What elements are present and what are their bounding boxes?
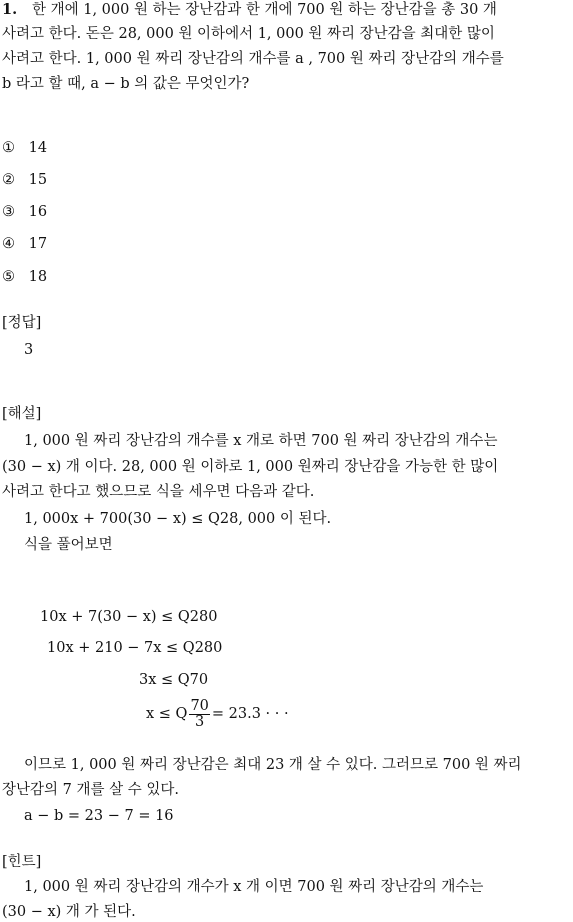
explanation-line-4: 1, 000x + 700(30 − x) ≤ Q28, 000 이 된다. bbox=[24, 511, 332, 527]
fraction-denominator: 3 bbox=[195, 713, 205, 730]
option-4-mark: ④ bbox=[2, 236, 15, 252]
explanation-line-2: (30 − x) 개 이다. 28, 000 원 이하로 1, 000 원짜리 장난감을 가능한 한 많이 bbox=[2, 459, 499, 475]
explanation-line-5: 식을 풀어보면 bbox=[24, 537, 113, 553]
explanation-heading: [해설] bbox=[2, 406, 42, 422]
option-5-value: 18 bbox=[28, 269, 48, 285]
option-5[interactable] bbox=[2, 267, 47, 287]
option-1[interactable] bbox=[2, 138, 47, 158]
explanation-after-line-2: 장난감의 7 개를 살 수 있다. bbox=[2, 782, 179, 798]
option-1-value: 14 bbox=[28, 140, 48, 156]
question-line-4: b 라고 할 때, a − b 의 값은 무엇인가? bbox=[2, 76, 250, 92]
equation-4 bbox=[146, 696, 289, 732]
equation-3: 3x ≤ Q70 bbox=[139, 672, 209, 688]
hint-line-2: (30 − x) 개 가 된다. bbox=[2, 904, 136, 920]
option-5-mark: ⑤ bbox=[2, 269, 15, 285]
option-4[interactable] bbox=[2, 234, 47, 254]
hint-heading: [힌트] bbox=[2, 854, 42, 870]
equation-1: 10x + 7(30 − x) ≤ Q280 bbox=[40, 609, 218, 625]
option-3-mark: ③ bbox=[2, 204, 15, 220]
explanation-line-3: 사려고 한다고 했으므로 식을 세우면 다음과 같다. bbox=[2, 484, 315, 500]
option-1-mark: ① bbox=[2, 140, 15, 156]
explanation-after-line-1: 이므로 1, 000 원 짜리 장난감은 최대 23 개 살 수 있다. 그러므로 700 원 짜리 bbox=[24, 757, 522, 773]
option-2-value: 15 bbox=[28, 172, 48, 188]
explanation-after-line-3: a − b = 23 − 7 = 16 bbox=[24, 808, 174, 824]
explanation-line-1: 1, 000 원 짜리 장난감의 개수를 x 개로 하면 700 원 짜리 장난감의 개수는 bbox=[24, 433, 498, 449]
answer-value: 3 bbox=[24, 342, 34, 358]
option-4-value: 17 bbox=[28, 236, 48, 252]
question-line-2: 사려고 한다. 돈은 28, 000 원 이하에서 1, 000 원 짜리 장난감을 최대한 많이 bbox=[2, 26, 495, 42]
question-line-3: 사려고 한다. 1, 000 원 짜리 장난감의 개수를 a , 700 원 짜리 장난감의 개수를 bbox=[2, 51, 504, 67]
option-2-mark: ② bbox=[2, 172, 15, 188]
equation-2: 10x + 210 − 7x ≤ Q280 bbox=[47, 640, 223, 656]
answer-heading: [정답] bbox=[2, 315, 42, 331]
equation-4-right: = 23.3 · · · bbox=[211, 706, 289, 722]
option-3-value: 16 bbox=[28, 204, 48, 220]
fraction-numerator: 70 bbox=[190, 697, 209, 714]
option-3[interactable] bbox=[2, 202, 47, 222]
fraction bbox=[189, 699, 209, 730]
equation-4-left: x ≤ Q bbox=[146, 706, 188, 722]
question-line-1: 한 개에 1, 000 원 하는 장난감과 한 개에 700 원 하는 장난감을 총 30 개 bbox=[32, 2, 497, 18]
hint-line-1: 1, 000 원 짜리 장난감의 개수가 x 개 이면 700 원 짜리 장난감의 개수는 bbox=[24, 879, 484, 895]
option-2[interactable] bbox=[2, 170, 47, 190]
question-number: 1. bbox=[2, 1, 18, 18]
